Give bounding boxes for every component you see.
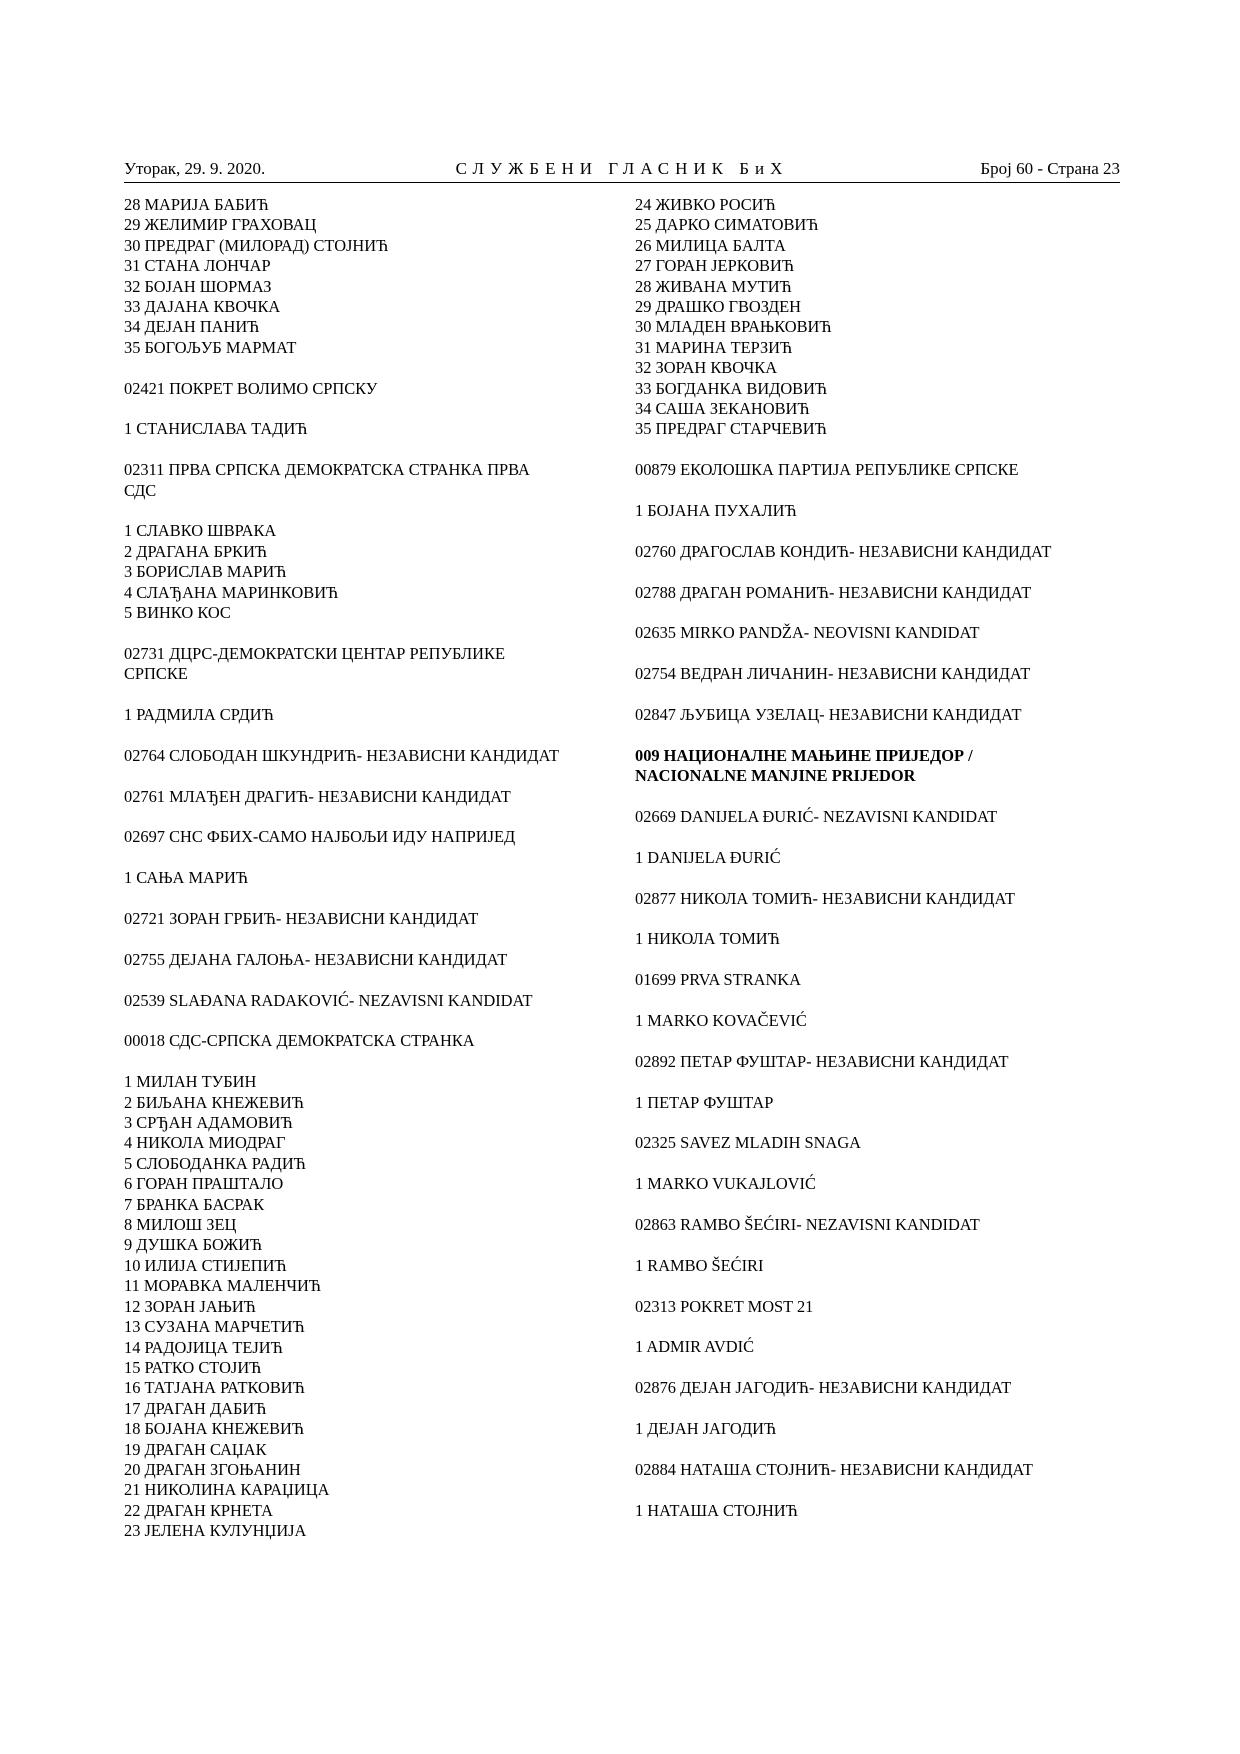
right-column xyxy=(635,195,1120,1521)
list-entry: 16 ТАТЈАНА РАТКОВИЋ xyxy=(124,1378,305,1398)
list-entry: 30 ПРЕДРАГ (МИЛОРАД) СТОЈНИЋ xyxy=(124,235,389,255)
list-entry: 23 ЈЕЛЕНА КУЛУНЏИЈА xyxy=(124,1521,307,1541)
list-entry: СДС xyxy=(124,480,157,500)
list-entry: 25 ДАРКО СИМАТОВИЋ xyxy=(635,215,819,235)
list-entry: 10 ИЛИЈА СТИЈЕПИЋ xyxy=(124,1255,287,1275)
list-entry: 28 МАРИЈА БАБИЋ xyxy=(124,195,269,214)
list-entry: 02421 ПОКРЕТ ВОЛИМО СРПСКУ xyxy=(124,378,378,398)
list-entry: 02760 ДРАГОСЛАВ КОНДИЋ- НЕЗАВИСНИ КАНДИДАТ xyxy=(635,541,1052,561)
blank-line xyxy=(635,1276,1120,1296)
list-entry: 29 ДРАШКО ГВОЗДЕН xyxy=(635,297,802,317)
list-entry: 22 ДРАГАН КРНЕТА xyxy=(124,1500,273,1520)
list-entry: 02313 POKRET MOST 21 xyxy=(635,1296,814,1316)
list-entry: 6 ГОРАН ПРАШТАЛО xyxy=(124,1174,284,1194)
blank-line xyxy=(124,929,614,949)
list-entry: 1 ADMIR AVDIĆ xyxy=(635,1337,755,1357)
blank-line xyxy=(635,562,1120,582)
blank-line xyxy=(635,1480,1120,1500)
blank-line xyxy=(124,889,614,909)
blank-line xyxy=(635,685,1120,705)
list-entry: 27 ГОРАН ЈЕРКОВИЋ xyxy=(635,256,794,276)
blank-line xyxy=(635,1113,1120,1133)
blank-line xyxy=(635,909,1120,929)
list-entry: 02876 ДЕЈАН ЈАГОДИЋ- НЕЗАВИСНИ КАНДИДАТ xyxy=(635,1378,1012,1398)
header-title: СЛУЖБЕНИ ГЛАСНИК БиХ xyxy=(455,159,789,178)
list-entry: 01699 PRVA STRANKA xyxy=(635,970,801,990)
list-entry: 1 DANIJELA ĐURIĆ xyxy=(635,847,781,867)
list-entry: 34 ДЕЈАН ПАНИЋ xyxy=(124,317,260,337)
list-entry: 9 ДУШКА БОЖИЋ xyxy=(124,1235,263,1255)
blank-line xyxy=(635,868,1120,888)
list-entry: 1 МИЛАН ТУБИН xyxy=(124,1072,257,1092)
list-entry: 5 СЛОБОДАНКА РАДИЋ xyxy=(124,1153,306,1173)
list-entry: 1 НИКОЛА ТОМИЋ xyxy=(635,929,780,949)
list-entry: 1 БОЈАНА ПУХАЛИЋ xyxy=(635,501,797,521)
list-entry: 02325 SAVEZ MLADIH SNAGA xyxy=(635,1133,861,1153)
list-entry: 1 RAMBO ŠEĆIRI xyxy=(635,1255,764,1275)
list-entry: 20 ДРАГАН ЗГОЊАНИН xyxy=(124,1459,301,1479)
list-entry: 19 ДРАГАН САЏАК xyxy=(124,1439,267,1459)
list-entry: 31 СТАНА ЛОНЧАР xyxy=(124,256,271,276)
blank-line xyxy=(635,521,1120,541)
list-entry: 1 MARKO VUKAJLOVIĆ xyxy=(635,1174,816,1194)
list-entry: 3 БОРИСЛАВ МАРИЋ xyxy=(124,562,287,582)
list-entry: 02892 ПЕТАР ФУШТАР- НЕЗАВИСНИ КАНДИДАТ xyxy=(635,1051,1009,1071)
blank-line xyxy=(635,1399,1120,1419)
blank-line xyxy=(124,501,614,521)
blank-line xyxy=(635,1195,1120,1215)
blank-line xyxy=(124,358,614,378)
blank-line xyxy=(635,1154,1120,1174)
blank-line xyxy=(635,950,1120,970)
blank-line xyxy=(635,644,1120,664)
list-entry: 1 ПЕТАР ФУШТАР xyxy=(635,1092,774,1112)
list-entry: 3 СРЂАН АДАМОВИЋ xyxy=(124,1113,293,1133)
list-entry: 5 ВИНКО КОС xyxy=(124,603,231,623)
list-entry: 24 ЖИВКО РОСИЋ xyxy=(635,195,776,214)
list-entry: 33 БОГДАНКА ВИДОВИЋ xyxy=(635,378,828,398)
list-entry: 02761 МЛАЂЕН ДРАГИЋ- НЕЗАВИСНИ КАНДИДАТ xyxy=(124,786,511,806)
left-column xyxy=(124,195,614,1542)
list-entry: 1 СТАНИСЛАВА ТАДИЋ xyxy=(124,419,308,439)
list-entry: 26 МИЛИЦА БАЛТА xyxy=(635,235,786,255)
list-entry: 21 НИКОЛИНА КАРАЏИЦА xyxy=(124,1480,330,1500)
list-entry: 12 ЗОРАН ЈАЊИЋ xyxy=(124,1296,256,1316)
list-entry: 02731 ДЦРС-ДЕМОКРАТСКИ ЦЕНТАР РЕПУБЛИКЕ xyxy=(124,643,505,663)
list-entry: 02884 НАТАША СТОЈНИЋ- НЕЗАВИСНИ КАНДИДАТ xyxy=(635,1459,1033,1479)
blank-line xyxy=(124,1011,614,1031)
list-entry: 00018 СДС-СРПСКА ДЕМОКРАТСКА СТРАНКА xyxy=(124,1031,475,1051)
list-entry: 009 НАЦИОНАЛНЕ МАЊИНЕ ПРИЈЕДОР / xyxy=(635,745,973,765)
list-entry: 29 ЖЕЛИМИР ГРАХОВАЦ xyxy=(124,215,317,235)
list-entry: 15 РАТКО СТОЈИЋ xyxy=(124,1357,262,1377)
blank-line xyxy=(635,1072,1120,1092)
blank-line xyxy=(635,1317,1120,1337)
list-entry: 31 МАРИНА ТЕРЗИЋ xyxy=(635,337,793,357)
list-entry: 33 ДАЈАНА КВОЧКА xyxy=(124,297,281,317)
list-entry: 2 ДРАГАНА БРКИЋ xyxy=(124,541,268,561)
blank-line xyxy=(635,603,1120,623)
blank-line xyxy=(124,1052,614,1072)
blank-line xyxy=(124,970,614,990)
list-entry: 7 БРАНКА БАСРАК xyxy=(124,1194,265,1214)
list-entry: 02877 НИКОЛА ТОМИЋ- НЕЗАВИСНИ КАНДИДАТ xyxy=(635,888,1015,908)
blank-line xyxy=(124,848,614,868)
list-entry: 02311 ПРВА СРПСКА ДЕМОКРАТСКА СТРАНКА ПРВА xyxy=(124,460,530,480)
blank-line xyxy=(635,787,1120,807)
page-header xyxy=(124,158,1120,183)
list-entry: 02788 ДРАГАН РОМАНИЋ- НЕЗАВИСНИ КАНДИДАТ xyxy=(635,582,1032,602)
blank-line xyxy=(635,481,1120,501)
blank-line xyxy=(635,1031,1120,1051)
list-entry: 35 БОГОЉУБ МАРМАТ xyxy=(124,337,297,357)
list-entry: 1 ДЕЈАН ЈАГОДИЋ xyxy=(635,1419,777,1438)
blank-line xyxy=(124,807,614,827)
blank-line xyxy=(635,1235,1120,1255)
blank-line xyxy=(124,725,614,745)
blank-line xyxy=(635,827,1120,847)
list-entry: 28 ЖИВАНА МУТИЋ xyxy=(635,276,792,296)
blank-line xyxy=(635,991,1120,1011)
blank-line xyxy=(124,766,614,786)
list-entry: 02697 СНС ФБИХ-САМО НАЈБОЉИ ИДУ НАПРИЈЕД xyxy=(124,827,516,847)
list-entry: 18 БОЈАНА КНЕЖЕВИЋ xyxy=(124,1419,305,1439)
header-date: Уторак, 29. 9. 2020. xyxy=(124,159,266,178)
list-entry: 02669 DANIJELA ĐURIĆ- NEZAVISNI KANDIDAT xyxy=(635,807,998,827)
list-entry: 1 НАТАША СТОЈНИЋ xyxy=(635,1500,798,1520)
list-entry: 4 СЛАЂАНА МАРИНКОВИЋ xyxy=(124,582,339,602)
blank-line xyxy=(124,399,614,419)
list-entry: 02635 MIRKO PANDŽA- NEOVISNI KANDIDAT xyxy=(635,623,980,643)
list-entry: СРПСКЕ xyxy=(124,664,188,684)
list-entry: 1 MARKO KOVAČEVIĆ xyxy=(635,1011,807,1031)
blank-line xyxy=(124,623,614,643)
list-entry: 02539 SLAĐANA RADAKOVIĆ- NEZAVISNI KANDIDAT xyxy=(124,990,533,1010)
list-entry: 13 СУЗАНА МАРЧЕТИЋ xyxy=(124,1317,305,1337)
list-entry: 34 САША ЗЕКАНОВИЋ xyxy=(635,399,810,419)
list-entry: 02755 ДЕЈАНА ГАЛОЊА- НЕЗАВИСНИ КАНДИДАТ xyxy=(124,949,508,969)
header-page-number: Број 60 - Страна 23 xyxy=(980,159,1120,178)
list-entry: 2 БИЉАНА КНЕЖЕВИЋ xyxy=(124,1092,304,1112)
list-entry: 1 РАДМИЛА СРДИЋ xyxy=(124,705,274,725)
list-entry: 1 САЊА МАРИЋ xyxy=(124,868,248,888)
list-entry: NACIONALNE MANJINE PRIJEDOR xyxy=(635,766,916,786)
list-entry: 17 ДРАГАН ДАБИЋ xyxy=(124,1398,267,1418)
blank-line xyxy=(124,685,614,705)
list-entry: 4 НИКОЛА МИОДРАГ xyxy=(124,1133,286,1153)
list-entry: 02764 СЛОБОДАН ШКУНДРИЋ- НЕЗАВИСНИ КАНДИДАТ xyxy=(124,745,560,765)
list-entry: 32 ЗОРАН КВОЧКА xyxy=(635,358,778,378)
blank-line xyxy=(635,1439,1120,1459)
list-entry: 1 СЛАВКО ШВРАКА xyxy=(124,521,277,541)
list-entry: 30 МЛАДЕН ВРАЊКОВИЋ xyxy=(635,317,832,337)
list-entry: 00879 ЕКОЛОШКА ПАРТИЈА РЕПУБЛИКЕ СРПСКЕ xyxy=(635,460,1019,480)
list-entry: 35 ПРЕДРАГ СТАРЧЕВИЋ xyxy=(635,419,827,439)
blank-line xyxy=(124,440,614,460)
list-entry: 02754 ВЕДРАН ЛИЧАНИН- НЕЗАВИСНИ КАНДИДАТ xyxy=(635,664,1031,684)
blank-line xyxy=(635,725,1120,745)
list-entry: 8 МИЛОШ ЗЕЦ xyxy=(124,1215,237,1235)
blank-line xyxy=(635,440,1120,460)
list-entry: 02847 ЉУБИЦА УЗЕЛАЦ- НЕЗАВИСНИ КАНДИДАТ xyxy=(635,705,1022,725)
list-entry: 02863 RAMBO ŠEĆIRI- NEZAVISNI KANDIDAT xyxy=(635,1215,980,1235)
list-entry: 14 РАДОЈИЦА ТЕЈИЋ xyxy=(124,1337,283,1357)
list-entry: 02721 ЗОРАН ГРБИЋ- НЕЗАВИСНИ КАНДИДАТ xyxy=(124,909,479,929)
list-entry: 32 БОЈАН ШОРМАЗ xyxy=(124,276,272,296)
blank-line xyxy=(635,1358,1120,1378)
list-entry: 11 МОРАВКА МАЛЕНЧИЋ xyxy=(124,1276,321,1296)
